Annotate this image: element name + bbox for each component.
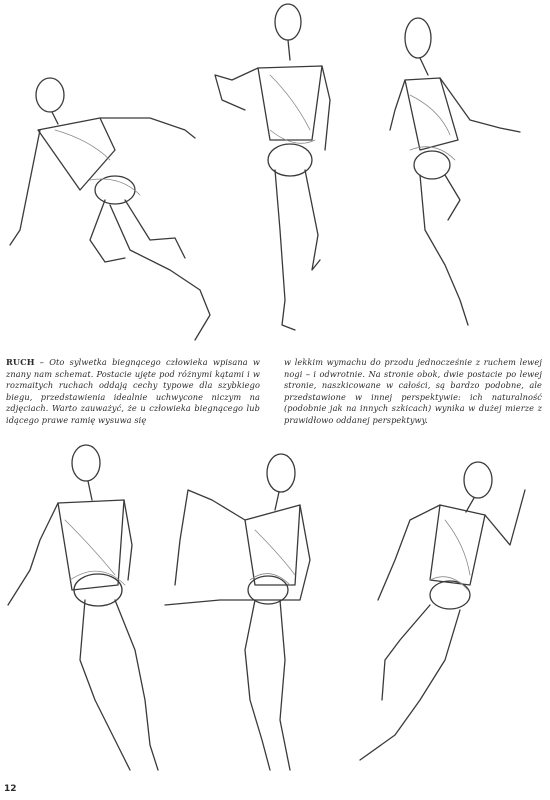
caption-lead: RUCH [6,357,35,367]
page-number: 12 [4,784,17,794]
running-figure-1 [10,78,210,340]
caption-left-text: – Oto sylwetka biegnącego człowieka wpisana w znany nam schemat. Postacie ujęte pod różnymi kątami i w rozmaitych ruchach oddają cechy typowe dla szybkiego biegu, przedstawienia idealnie uchwycone niczym na zdjęciach. Warto zauważyć, że u człowieka biegnącego lub idącego prawe ramię wysuwa się [6,357,260,425]
running-figure-2 [215,4,330,330]
running-figure-3 [390,18,520,325]
caption-right-column [284,357,542,427]
running-figure-4 [8,445,158,770]
caption-right-text: w lekkim wymachu do przodu jednocześnie z ruchem lewej nogi – i odwrotnie. Na stronie obok, dwie postacie po lewej stronie, naszkicowane w całości, są bardzo podobne, ale przedstawione w innej perspektywie: ich naturalność (podobnie jak na innych szkicach) wynika w dużej mierze z prawidłowo oddanej perspektywy. [284,357,542,425]
caption-left-column [6,357,260,427]
running-figure-5 [165,454,310,770]
running-figure-6 [360,462,525,760]
